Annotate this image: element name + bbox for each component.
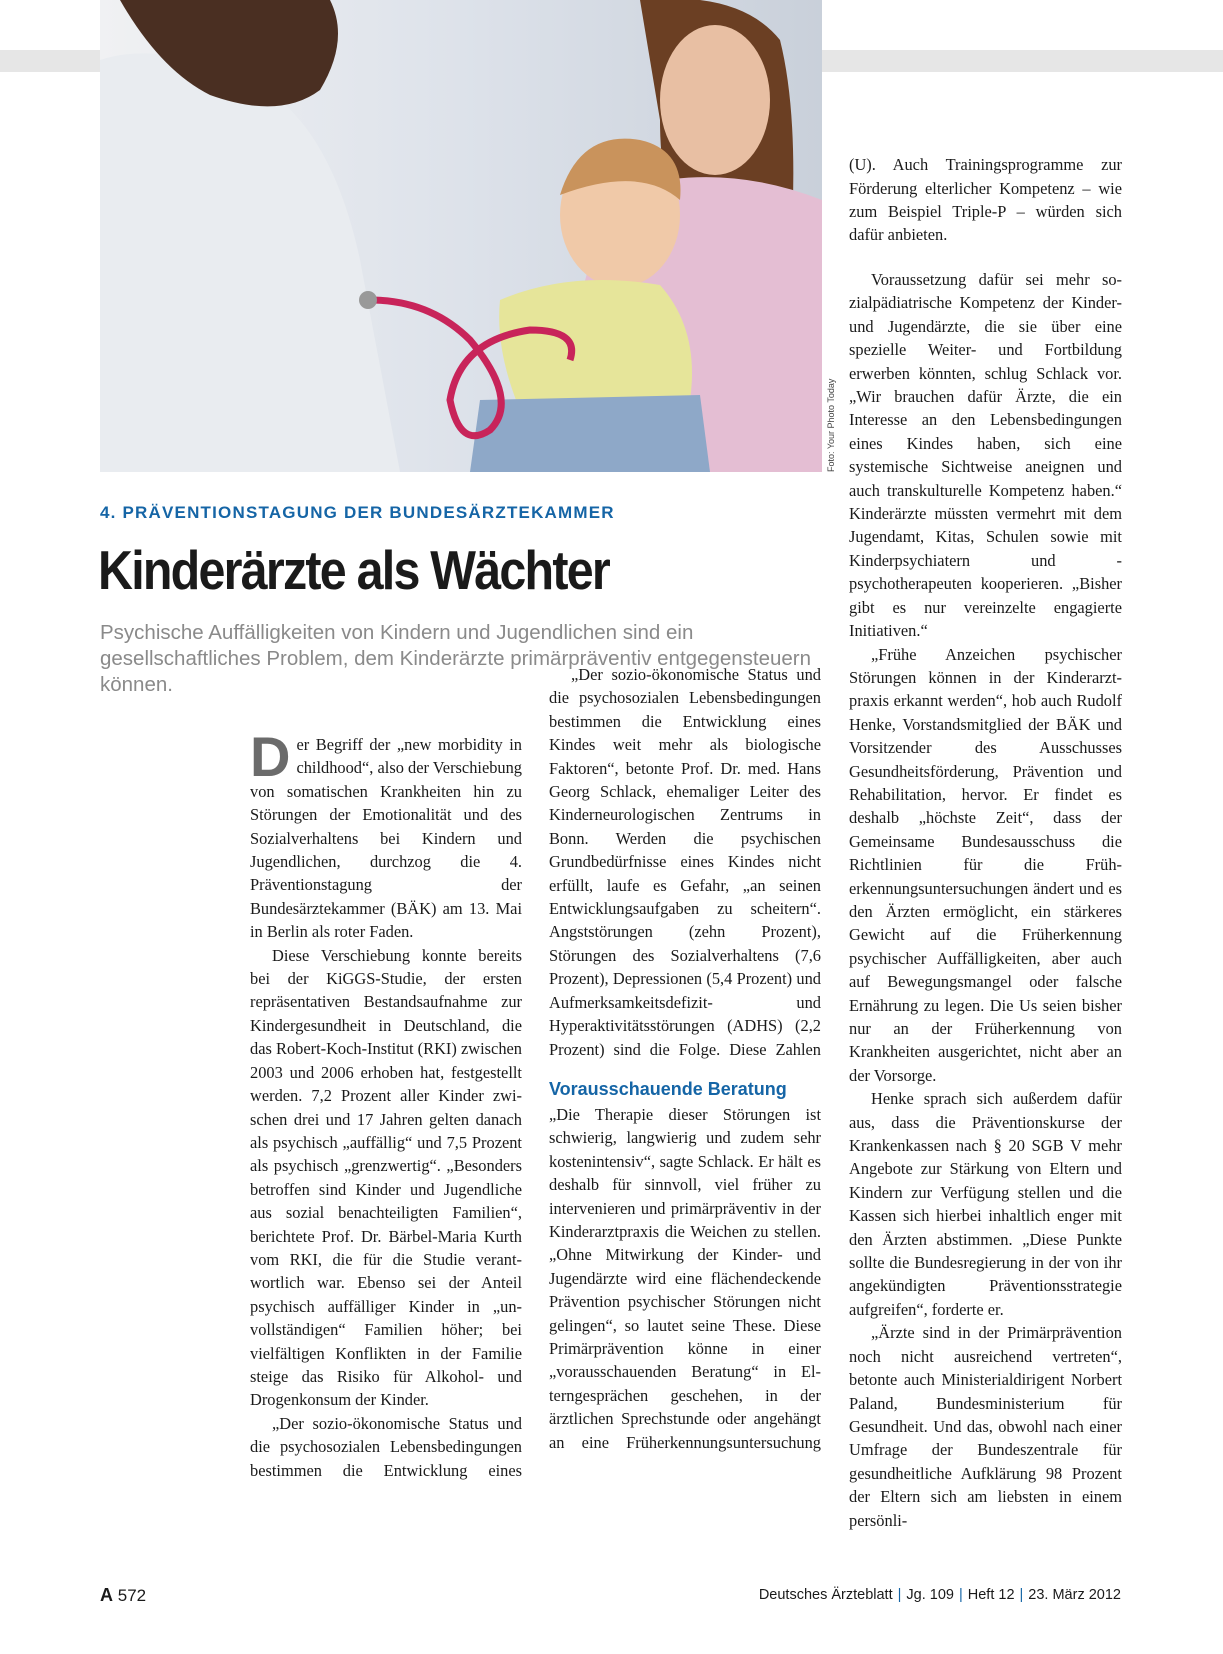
photo-credit: Foto: Your Photo Today — [826, 378, 836, 472]
paragraph-6: „Frühe Anzeichen psychischer Störungen können in der Kinderarztpraxis erkannt werden“, hob auch Rudolf Henke, Vorstandsmitglied der BÄK und Vorsitzender des Ausschusses Gesundheitsförderung, Prävention und Rehabilitation, hervor. Er findet es deshalb „höchste Zeit“, dass der Gemeinsame Bundesausschuss die Richtlinien für die Früherkennungsuntersuchungen ändert und es den Ärzten ermöglicht, ein stärkeres Gewicht auf die Früherkennung psychischer Auffälligkeiten, aber auch auf Bewegungsmangel oder falsche Ernährung zu legen. Die Us seien bisher nur an der Früherkennung von Krankheiten ausgerichtet, nicht aber an der Vorsorge. — [849, 644, 1122, 1085]
paragraph-4-continued — [849, 152, 1122, 268]
separator: | — [897, 1587, 902, 1603]
article-title: Kinderärzte als Wächter — [98, 539, 609, 601]
photo-illustration — [100, 0, 822, 472]
text-column-2 — [549, 665, 821, 1453]
section-subhead: Vorausschauende Beratung — [549, 1079, 787, 1099]
paragraph-4-continued-text: (U). Auch Trainingsprogramme zur Förderung elterlicher Kompetenz – wie zum Beispiel Triple-P – würden sich dafür anbieten. — [849, 155, 1122, 245]
journal-volume: Jg. 109 — [906, 1587, 954, 1603]
page-number-value: 572 — [117, 1586, 147, 1605]
page-number — [100, 1585, 146, 1606]
journal-name: Deutsches Ärzteblatt — [758, 1587, 893, 1603]
drop-cap: D — [250, 725, 291, 788]
text-column-3 — [849, 152, 1122, 1532]
top-gray-band-left — [0, 50, 100, 72]
paragraph-8: „Ärzte sind in der Primärprävention noch nicht ausreichend vertreten“, betonte auch Ministerialdirigent Norbert Paland, Bundesministerium für Gesundheit. Und das, obwohl nach einer Umfrage der Bundeszentrale für gesundheitliche Aufklärung 98 Prozent der Eltern sich am liebsten in einem persönli- — [849, 1323, 1122, 1530]
page-letter: A — [100, 1585, 113, 1605]
article-lead: Psychische Auffälligkeiten von Kindern und Jugendlichen sind ein gesellschaftliches Problem, dem Kinderärzte primärpräventiv entgegensteuern können. — [100, 621, 812, 696]
paragraph-3: „Der sozio-ökonomische Status und die psychosozialen Lebensbedingungen bestimmen die Entwicklung eines — [250, 1413, 522, 1480]
separator: | — [1019, 1587, 1024, 1603]
paragraph-2: Diese Verschiebung konnte bereits bei der KiGGS-Studie, der ersten repräsentativen Bestandsaufnahme zur Kindergesundheit in Deutschland, die das Robert-Koch-Institut (RKI) zwischen 2003 und 2006 erhoben hat, festgestellt werden. 7,2 Prozent aller Kinder zwischen drei und 17 Jahren gelten danach als psychisch „auffällig“ und 7,5 Prozent als psychisch „grenzwertig“. „Besonders betroffen sind Kinder und Jugendliche aus sozial benachteiligten Familien“, berichtete Prof. Dr. Bärbel-Maria Kurth vom RKI, die für die Studie verantwortlich war. Ebenso sei der Anteil psychisch auffälliger Kinder in „unvollständigen“ Familien höher; bei vielfältigen Konflikten in der Familie steige das Risiko für Alkohol- und Drogenkonsum der Kinder. — [250, 945, 522, 1410]
paragraph-3-continued — [549, 663, 821, 1061]
text-column-1 — [250, 725, 522, 1482]
paragraph-4: „Die Therapie dieser Störungen ist schwierig, langwierig und zudem sehr kostenintensiv“, sagte Schlack. Er hält es deshalb für sinnvoll, viel früher zu intervenieren und primärpräventiv in der Kinderarztpraxis die Weichen zu stellen. „Ohne Mitwirkung der Kinder- und Jugendärzte wird eine flächendeckende Prävention psychischer Störungen nicht gelingen“, so lautet seine These. Diese Primärprävention könne in einer „vorausschauenden Beratung“ in Elterngesprächen geschehen, in der ärztlichen Sprechstunde oder angehängt an eine Früherkennungsuntersuchung — [549, 1105, 821, 1452]
journal-info — [759, 1587, 1121, 1603]
paragraph-1-text: er Begriff der „new morbidity in childhood“, also der Verschiebung von somatischen Krankheiten hin zu Störungen der Emotionalität und des Sozialverhaltens bei Kindern und Jugendlichen, durchzog die 4. Präventionstagung der Bundesärztekammer (BÄK) am 13. Mai in Berlin als roter Faden. — [250, 735, 522, 942]
paragraph-7: Henke sprach sich außerdem dafür aus, dass die Präventionskurse der Krankenkassen nach § 20 SGB V mehr Angebote zur Stärkung von Eltern und Kindern zur Verfügung stellen und die Kassen sich hierbei inhaltlich enger mit den Ärzten abstimmen. „Diese Punkte sollte die Bundesregierung in der von ihr angekündigten Präventionsstrategie aufgreifen“, forderte er. — [849, 1089, 1122, 1319]
paragraph-3-continued-text: „Der sozio-ökonomische Status und die psychosozialen Lebensbedingungen bestimmen die Entwicklung eines Kindes weit mehr als biologische Faktoren“, betonte Prof. Dr. med. Hans Georg Schlack, ehemaliger Leiter des Kinderneurologischen Zentrums in Bonn. Werden die psychischen Grundbedürfnisse eines Kindes nicht erfüllt, laufe es Gefahr, „an seinen Entwicklungsaufgaben zu scheitern“. Angststörungen (zehn Prozent), Störungen des Sozialverhaltens (7,6 Prozent), Depressionen (5,4 Prozent) und Aufmerksamkeitsdefizit- und Hyperaktivitätsstörungen (ADHS) (2,2 Prozent) sind die Folge. Diese Zahlen — [549, 665, 821, 1059]
paragraph-1 — [250, 725, 522, 944]
separator: | — [958, 1587, 963, 1603]
article-photo — [100, 0, 822, 472]
journal-issue: Heft 12 — [967, 1587, 1015, 1603]
paragraph-5: Voraussetzung dafür sei mehr sozialpädiatrische Kompetenz der Kinder- und Jugendärzte, die sie über eine spezielle Weiter- und Fortbildung erwerben könnten, schlug Schlack vor. „Wir brauchen dafür Ärzte, die ein Interesse an den Lebensbedingungen eines Kindes haben, sich eine systemische Sichtweise aneignen und auch transkulturelle Kompetenz haben.“ Kinderärzte müssten vermehrt mit dem Jugendamt, Kitas, Schulen sowie mit Kinderpsychiatern und -psychotherapeuten kooperieren. „Bisher gibt es nur vereinzelte engagierte Initiativen.“ — [849, 270, 1122, 641]
journal-date: 23. März 2012 — [1028, 1587, 1121, 1603]
article-kicker: 4. PRÄVENTIONSTAGUNG DER BUNDESÄRZTEKAMMER — [100, 503, 615, 522]
top-gray-band-right — [822, 50, 1223, 72]
